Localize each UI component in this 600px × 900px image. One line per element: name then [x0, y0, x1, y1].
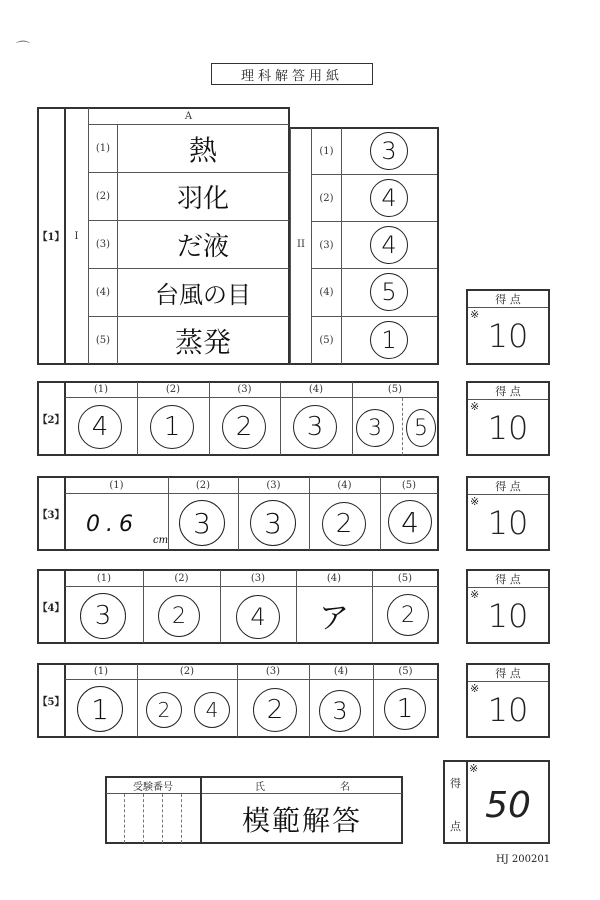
s4-answer-5: 2 [387, 594, 429, 636]
score-label: 得 点 [468, 571, 548, 588]
s1-ii-row1-num: (1) [319, 145, 334, 157]
s1-answer-1: 熱 [188, 133, 217, 167]
s2-answer-5b: 5 [406, 409, 436, 447]
s5-header-1: (1) [93, 666, 109, 677]
s1-ii-row4-num: (4) [319, 287, 334, 298]
s3-answer-2: 3 [179, 500, 225, 546]
s5-answer-2a: 2 [146, 692, 182, 728]
s1-ii-answer-2: 4 [370, 179, 408, 217]
s2-answer-3: 2 [222, 405, 266, 449]
s5-header-4: (4) [333, 666, 349, 677]
total-score-value: 50 [485, 784, 531, 826]
score-label: 得 点 [468, 665, 548, 682]
s1-ii-row3-num: (3) [319, 239, 334, 251]
s1-ii-answer-4: 5 [370, 273, 408, 311]
s5-header-3: (3) [265, 666, 281, 677]
total-label-2: 点 [450, 820, 461, 833]
s3-header-4: (4) [337, 479, 352, 491]
s1-row3-num: (3) [95, 239, 111, 250]
total-label-1: 得 [450, 777, 461, 790]
s3-answer-3: 3 [250, 500, 296, 546]
section-4-label: 【4】 [37, 602, 65, 614]
s2-header-3: (3) [237, 384, 252, 395]
s4-answer-2: 2 [158, 595, 200, 637]
s5-answer-5: 1 [384, 688, 426, 730]
page-title: 理科解答用紙 [211, 63, 373, 85]
section-5-label: 【5】 [37, 696, 65, 708]
s3-answer-1: 0.6 [86, 512, 139, 537]
s2-answer-5a: 3 [356, 409, 394, 447]
score-mark: ※ [470, 682, 480, 695]
s3-answer-4: 2 [322, 502, 366, 546]
section-5-score: 10 [487, 690, 529, 729]
s1-row4-num: (4) [95, 287, 111, 298]
score-label: 得 点 [468, 383, 548, 400]
s1-answer-2: 羽化 [176, 184, 229, 214]
section-5-score-box [466, 663, 550, 738]
s2-header-4: (4) [308, 384, 324, 395]
s3-header-3: (3) [266, 479, 281, 491]
s3-header-5: (5) [401, 479, 417, 491]
s1-ii-answer-3: 4 [370, 226, 408, 264]
s1-ii-answer-5: 1 [370, 321, 408, 359]
s3-answer-5: 4 [388, 500, 432, 544]
s4-header-2: (2) [174, 572, 189, 584]
score-label: 得 点 [468, 478, 548, 495]
exam-number-label: 受験番号 [133, 781, 173, 793]
section-1-label: 【1】 [37, 231, 65, 243]
s3-header-2: (2) [195, 479, 211, 491]
score-mark: ※ [470, 588, 480, 601]
s4-header-4: (4) [326, 572, 342, 584]
s2-answer-2: 1 [150, 405, 194, 449]
s1-row2-num: (2) [95, 191, 111, 202]
part-i-label: I [74, 230, 79, 242]
s2-answer-1: 4 [78, 405, 122, 449]
section-2-label: 【2】 [37, 414, 65, 426]
s4-header-5: (5) [397, 572, 413, 584]
candidate-name: 模範解答 [241, 804, 362, 837]
s1-answer-3: だ液 [176, 232, 229, 262]
s4-answer-1: 3 [80, 593, 126, 639]
s2-answer-4: 3 [293, 405, 337, 449]
column-a-header: A [184, 110, 193, 122]
s4-answer-4: ア [319, 601, 349, 636]
s1-row5-num: (5) [95, 335, 111, 346]
s4-header-3: (3) [250, 572, 266, 584]
section-4-score-box [466, 569, 550, 644]
section-4-score: 10 [487, 596, 529, 635]
section-1-score-box [466, 289, 550, 365]
form-code: HJ 200201 [496, 854, 551, 865]
s3-unit-1: cm [153, 535, 169, 546]
name-label-1: 氏 [255, 782, 265, 793]
section-3-score: 10 [487, 503, 529, 542]
section-3-score-box [466, 476, 550, 551]
score-mark: ※ [470, 308, 480, 321]
part-ii-label: II [297, 238, 305, 250]
s5-answer-1: 1 [77, 686, 123, 732]
s1-answer-4: 台風の目 [155, 281, 251, 309]
section-2-score-box [466, 381, 550, 456]
s5-header-2: (2) [179, 666, 195, 677]
section-1-score: 10 [487, 317, 529, 355]
s4-answer-3: 4 [236, 595, 280, 639]
s2-header-2: (2) [165, 384, 181, 395]
name-label-2: 名 [340, 782, 350, 793]
s4-header-1: (1) [96, 572, 112, 584]
score-mark: ※ [470, 495, 480, 508]
score-mark: ※ [470, 400, 480, 413]
s2-header-1: (1) [93, 384, 109, 395]
s5-answer-2b: 4 [194, 692, 230, 728]
s1-ii-row5-num: (5) [319, 335, 334, 346]
s3-header-1: (1) [109, 479, 124, 491]
s1-ii-row2-num: (2) [319, 192, 334, 204]
s1-row1-num: (1) [95, 143, 111, 154]
s5-answer-3: 2 [253, 688, 297, 732]
s5-header-5: (5) [398, 666, 413, 677]
s1-ii-answer-1: 3 [370, 132, 408, 170]
corner-mark: ⌒ [16, 41, 30, 57]
total-mark: ※ [469, 762, 479, 775]
s5-answer-4: 3 [319, 690, 361, 732]
s1-answer-5: 蒸発 [174, 325, 231, 359]
section-2-score: 10 [487, 408, 529, 447]
section-3-label: 【3】 [37, 509, 65, 521]
s2-header-5: (5) [387, 384, 403, 395]
score-label: 得 点 [468, 291, 548, 308]
